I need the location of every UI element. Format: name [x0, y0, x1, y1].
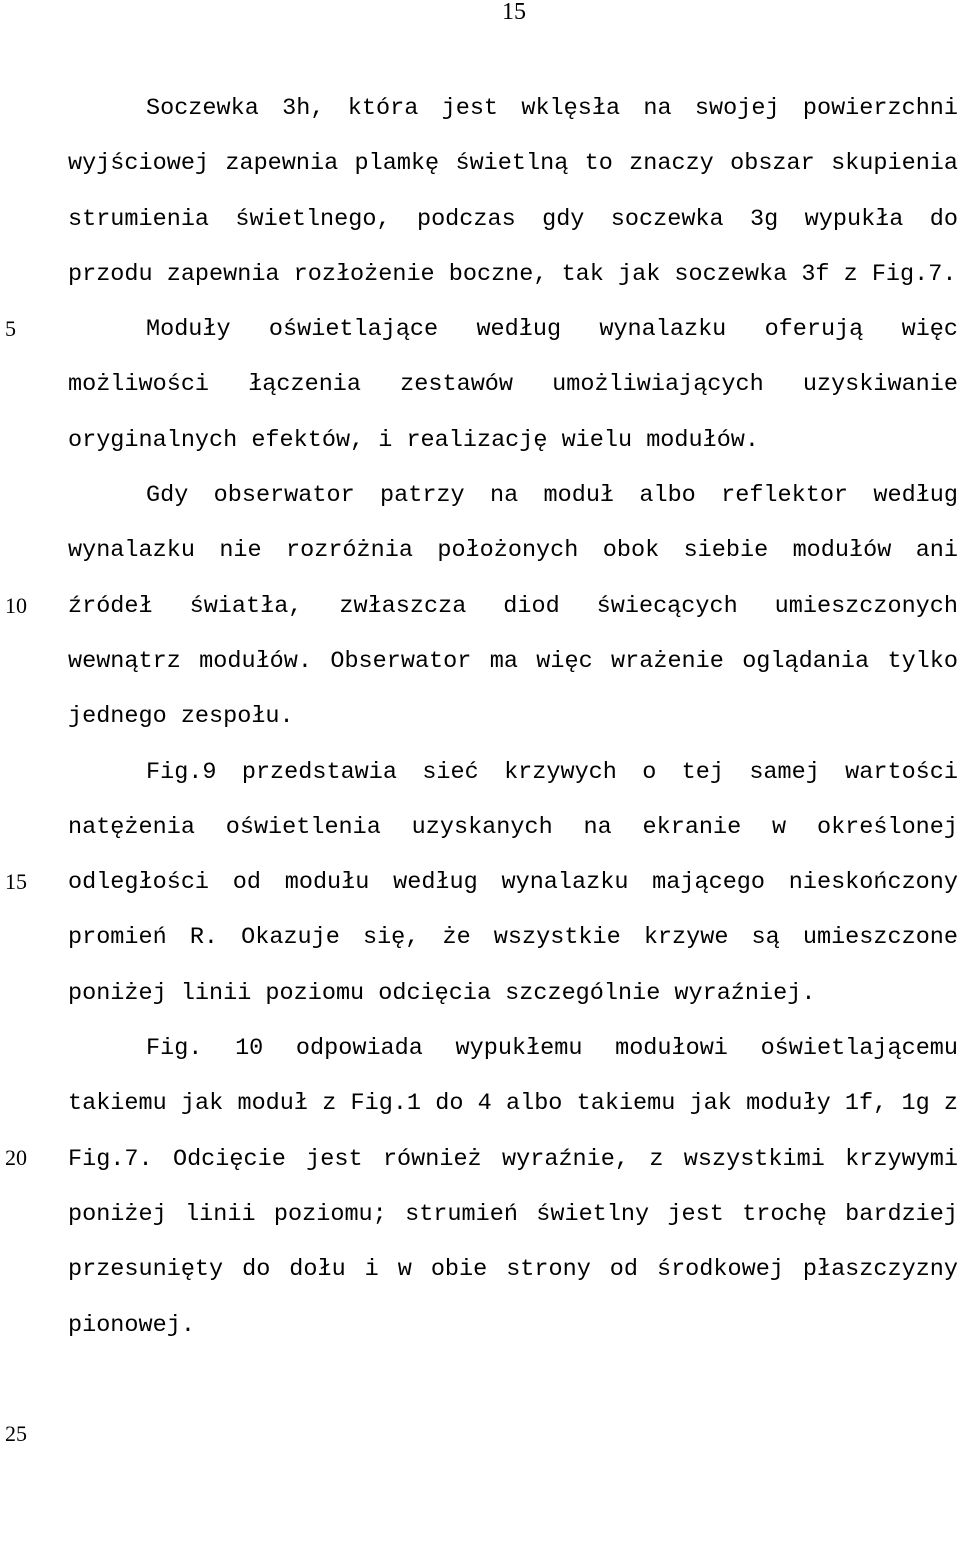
line-number-margin [0, 0, 40, 1559]
paragraph-fig-9: Fig.9 przedstawia sieć krzywych o tej samej wartości natężenia oświetlenia uzyskanych na ekranie w określonej odległości od modułu według wynalazku mającego nieskończony promień R. Okazuje się, że wszystkie krzywe są umieszczone poniżej linii poziomu odcięcia szczególnie wyraźniej. [68, 758, 958, 1007]
line-number-15: 15 [5, 869, 27, 894]
line-number-5: 5 [5, 316, 16, 341]
paragraph-lighting-modules: Moduły oświetlające według wynalazku oferują więc możliwości łączenia zestawów umożliwiających uzyskiwanie oryginalnych efektów, i realizację wielu modułów. [68, 316, 958, 454]
paragraph-lens-3h: Soczewka 3h, która jest wklęsła na swojej powierzchni wyjściowej zapewnia plamkę świetlną to znaczy obszar skupienia strumienia świetlnego, podczas gdy soczewka 3g wypukła do przodu zapewnia rozłożenie boczne, tak jak soczewka 3f z Fig.7. [68, 95, 958, 288]
paragraph-observer: Gdy obserwator patrzy na moduł albo reflektor według wynalazku nie rozróżnia położonych obok siebie modułów ani źródeł światła, zwłaszcza diod świecących umieszczonych wewnątrz modułów. Obserwator ma więc wrażenie oglądania tylko jednego zespołu. [68, 482, 958, 731]
line-number-10: 10 [5, 593, 27, 618]
line-number-20: 20 [5, 1145, 27, 1170]
page-number: 15 [502, 0, 526, 25]
document-body [68, 81, 958, 1353]
line-number-25: 25 [5, 1421, 27, 1446]
paragraph-fig-10: Fig. 10 odpowiada wypukłemu modułowi oświetlającemu takiemu jak moduł z Fig.1 do 4 albo takiemu jak moduły 1f, 1g z Fig.7. Odcięcie jest również wyraźnie, z wszystkimi krzywymi poniżej linii poziomu; strumień świetlny jest trochę bardziej przesunięty do dołu i w obie strony od środkowej płaszczyzny pionowej. [68, 1035, 958, 1339]
